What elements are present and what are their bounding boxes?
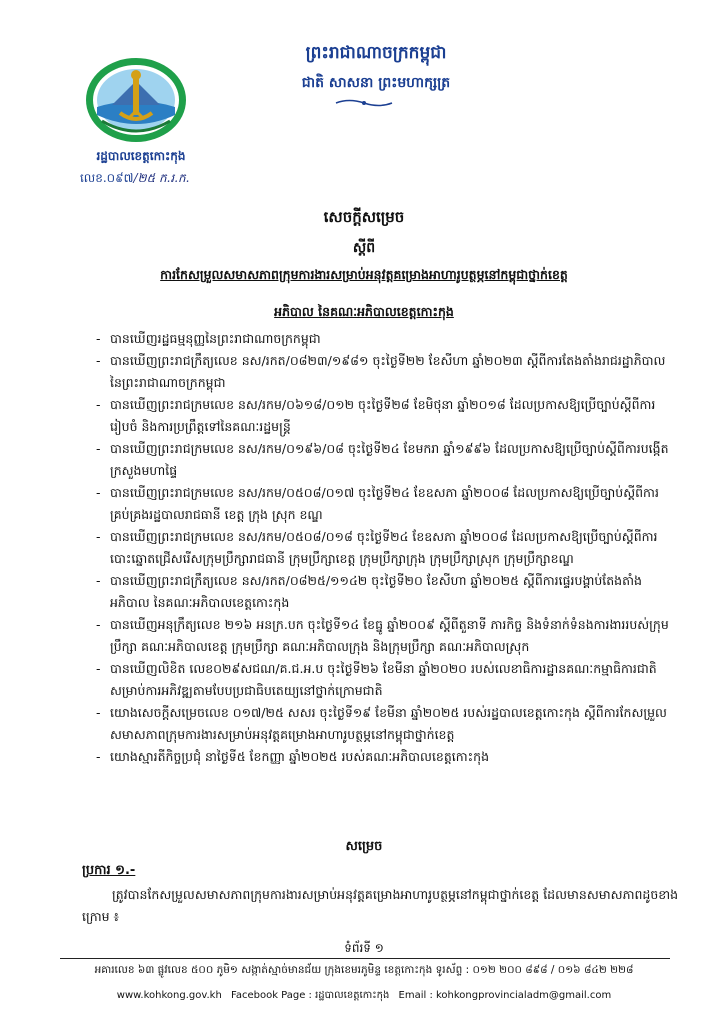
footer-address: អគារលេខ ៦៣ ផ្លូវលេខ ៥០០ ភូមិ១ សង្កាត់ស្មាច់មានជ័យ ក្រុងខេមរភូមិន្ទ ខេត្តកោះកុង ទូរស័ព្ទ : ០១២ ២០០ ៨៩៨ / ០១៦ ៨៤២ ២២៨	[94, 964, 634, 976]
footer-facebook: Facebook Page : រដ្ឋបាលខេត្តកោះកុង	[231, 990, 390, 1001]
list-item: - បានឃើញព្រះរាជក្រឹត្យលេខ នស/រកត/០៨២៥/១១៤២ ចុះថ្ងៃទី២០ ខែសីហា ឆ្នាំ២០២៥ ស្តីពីការផ្ទេរបង្គាប់តែងតាំងអភិបាល នៃគណៈអភិបាលខេត្តកោះកុង	[96, 570, 676, 614]
list-item: - បានឃើញព្រះរាជក្រមលេខ នស/រកម/០១៩៦/០៨ ចុះថ្ងៃទី២៤ ខែមករា ឆ្នាំ១៩៩៦ ដែលប្រកាសឱ្យប្រើច្បាប់ស្តីពីការបង្កើតក្រសួងមហាផ្ទៃ	[96, 438, 676, 482]
list-item: - បានឃើញព្រះរាជក្រមលេខ នស/រកម/០៥០៨/០១៨ ចុះថ្ងៃទី២៤ ខែឧសភា ឆ្នាំ២០០៨ ដែលប្រកាសឱ្យប្រើច្បាប់ស្តីពីការបោះឆ្នោតជ្រើសរើសក្រុមប្រឹក្សារាជធានី ក្រុមប្រឹក្សាខេត្ត ក្រុមប្រឹក្សាក្រុង ក្រុមប្រឹក្សាស្រុក ក្រុមប្រឹក្សាខណ្ឌ	[96, 526, 676, 570]
national-motto: ជាតិ សាសនា ព្រះមហាក្សត្រ	[301, 75, 451, 91]
reference-number-suffix: /២៥ ក.រ.ក.	[133, 171, 190, 185]
list-item: - បានឃើញព្រះរាជក្រមលេខ នស/រកម/០៦១៨/០១២ ចុះថ្ងៃទី២៨ ខែមិថុនា ឆ្នាំ២០១៨ ដែលប្រកាសឱ្យប្រើច្បាប់ស្តីពីការរៀបចំ និងការប្រព្រឹត្តទៅនៃគណៈរដ្ឋមន្ត្រី	[96, 394, 676, 438]
footer-website-link[interactable]: www.kohkong.gov.kh	[116, 990, 222, 1001]
issuing-authority	[0, 304, 728, 323]
issuing-authority-text: អភិបាល នៃគណៈអភិបាលខេត្តកោះកុង	[274, 304, 454, 319]
list-item: - បានឃើញរដ្ឋធម្មនុញ្ញនៃព្រះរាជាណាចក្រកម្ពុជា	[96, 328, 676, 350]
considerations-list	[96, 328, 676, 768]
footer-contacts	[0, 988, 728, 1003]
article-label: ប្រការ ១.-	[82, 863, 136, 878]
document-title-block	[0, 208, 728, 323]
footer-email[interactable]: Email : kohkongprovincialadm@gmail.com	[398, 990, 612, 1001]
reference-number	[80, 170, 189, 188]
footer-divider	[60, 958, 670, 959]
title-on: ស្តីពី	[352, 240, 376, 256]
document-subject-text: ការកែសម្រួលសមាសភាពក្រុមការងារសម្រាប់អនុវត្តគម្រោងអាហារូបត្ថម្ភនៅកម្ពុជាថ្នាក់ខេត្ត	[160, 267, 568, 282]
organization-name: រដ្ឋបាលខេត្តកោះកុង	[96, 149, 186, 163]
document-type: សេចក្តីសម្រេច	[323, 208, 405, 226]
list-item: - យោងស្មារតីកិច្ចប្រជុំ នាថ្ងៃទី៥ ខែកញ្ញា ឆ្នាំ២០២៥ របស់គណៈអភិបាលខេត្តកោះកុង	[96, 746, 676, 768]
article-text: ត្រូវបានកែសម្រួលសមាសភាពក្រុមការងារសម្រាប់អនុវត្តគម្រោងអាហារូបត្ថម្ភនៅកម្ពុជាថ្នាក់ខេត្ត ដែលមានសមាសភាពដូចខាងក្រោម ៖	[82, 887, 679, 924]
kingdom-heading	[0, 42, 728, 108]
kingdom-title: ព្រះរាជាណាចក្រកម្ពុជា	[305, 43, 447, 63]
list-item: - បានឃើញអនុក្រឹត្យលេខ ២១៦ អនក្រ.បក ចុះថ្ងៃទី១៤ ខែធ្នូ ឆ្នាំ២០០៩ ស្តីពីតួនាទី ភារកិច្ច និងទំនាក់ទំនងការងាររបស់ក្រុមប្រឹក្សា គណៈអភិបាលខេត្ត ក្រុមប្រឹក្សា គណៈអភិបាលក្រុង និងក្រុមប្រឹក្សា គណៈអភិបាលស្រុក	[96, 614, 676, 658]
list-item: - បានឃើញព្រះរាជក្រឹត្យលេខ នស/រកត/០៨២៣/១៩៨១ ចុះថ្ងៃទី២២ ខែសីហា ឆ្នាំ២០២៣ ស្តីពីការតែងតាំងរាជរដ្ឋាភិបាល នៃព្រះរាជាណាចក្រកម្ពុជា	[96, 350, 676, 394]
document-subject	[0, 267, 728, 286]
list-item: - បានឃើញព្រះរាជក្រមលេខ នស/រកម/០៥០៨/០១៧ ចុះថ្ងៃទី២៤ ខែឧសភា ឆ្នាំ២០០៨ ដែលប្រកាសឱ្យប្រើច្បាប់ស្តីពីការគ្រប់គ្រងរដ្ឋបាលរាជធានី ខេត្ត ក្រុង ស្រុក ខណ្ឌ	[96, 482, 676, 526]
list-item: - យោងសេចក្តីសម្រេចលេខ ០១៧/២៥ សសរ ចុះថ្ងៃទី១៩ ខែមីនា ឆ្នាំ២០២៥ របស់រដ្ឋបាលខេត្តកោះកុង ស្តីពីការកែសម្រួលសមាសភាពក្រុមការងារសម្រាប់អនុវត្តគម្រោងអាហារូបត្ថម្ភនៅកម្ពុជាថ្នាក់ខេត្ត	[96, 702, 676, 746]
ornament-flourish-icon	[334, 98, 394, 108]
decision-heading: សម្រេច	[345, 839, 383, 854]
reference-number-prefix: លេខ.០៩៧	[80, 171, 134, 185]
page-number: ទំព័រទី ១	[344, 941, 384, 955]
list-item: - បានឃើញលិខិត លេខ០២៩សជណ/គ.ជ.អ.ប ចុះថ្ងៃទី២៦ ខែមីនា ឆ្នាំ២០២០ របស់លេខាធិការដ្ឋានគណៈកម្មាធិការជាតិសម្រាប់ការអភិវឌ្ឍតាមបែបប្រជាធិបតេយ្យនៅថ្នាក់ក្រោមជាតិ	[96, 658, 676, 702]
